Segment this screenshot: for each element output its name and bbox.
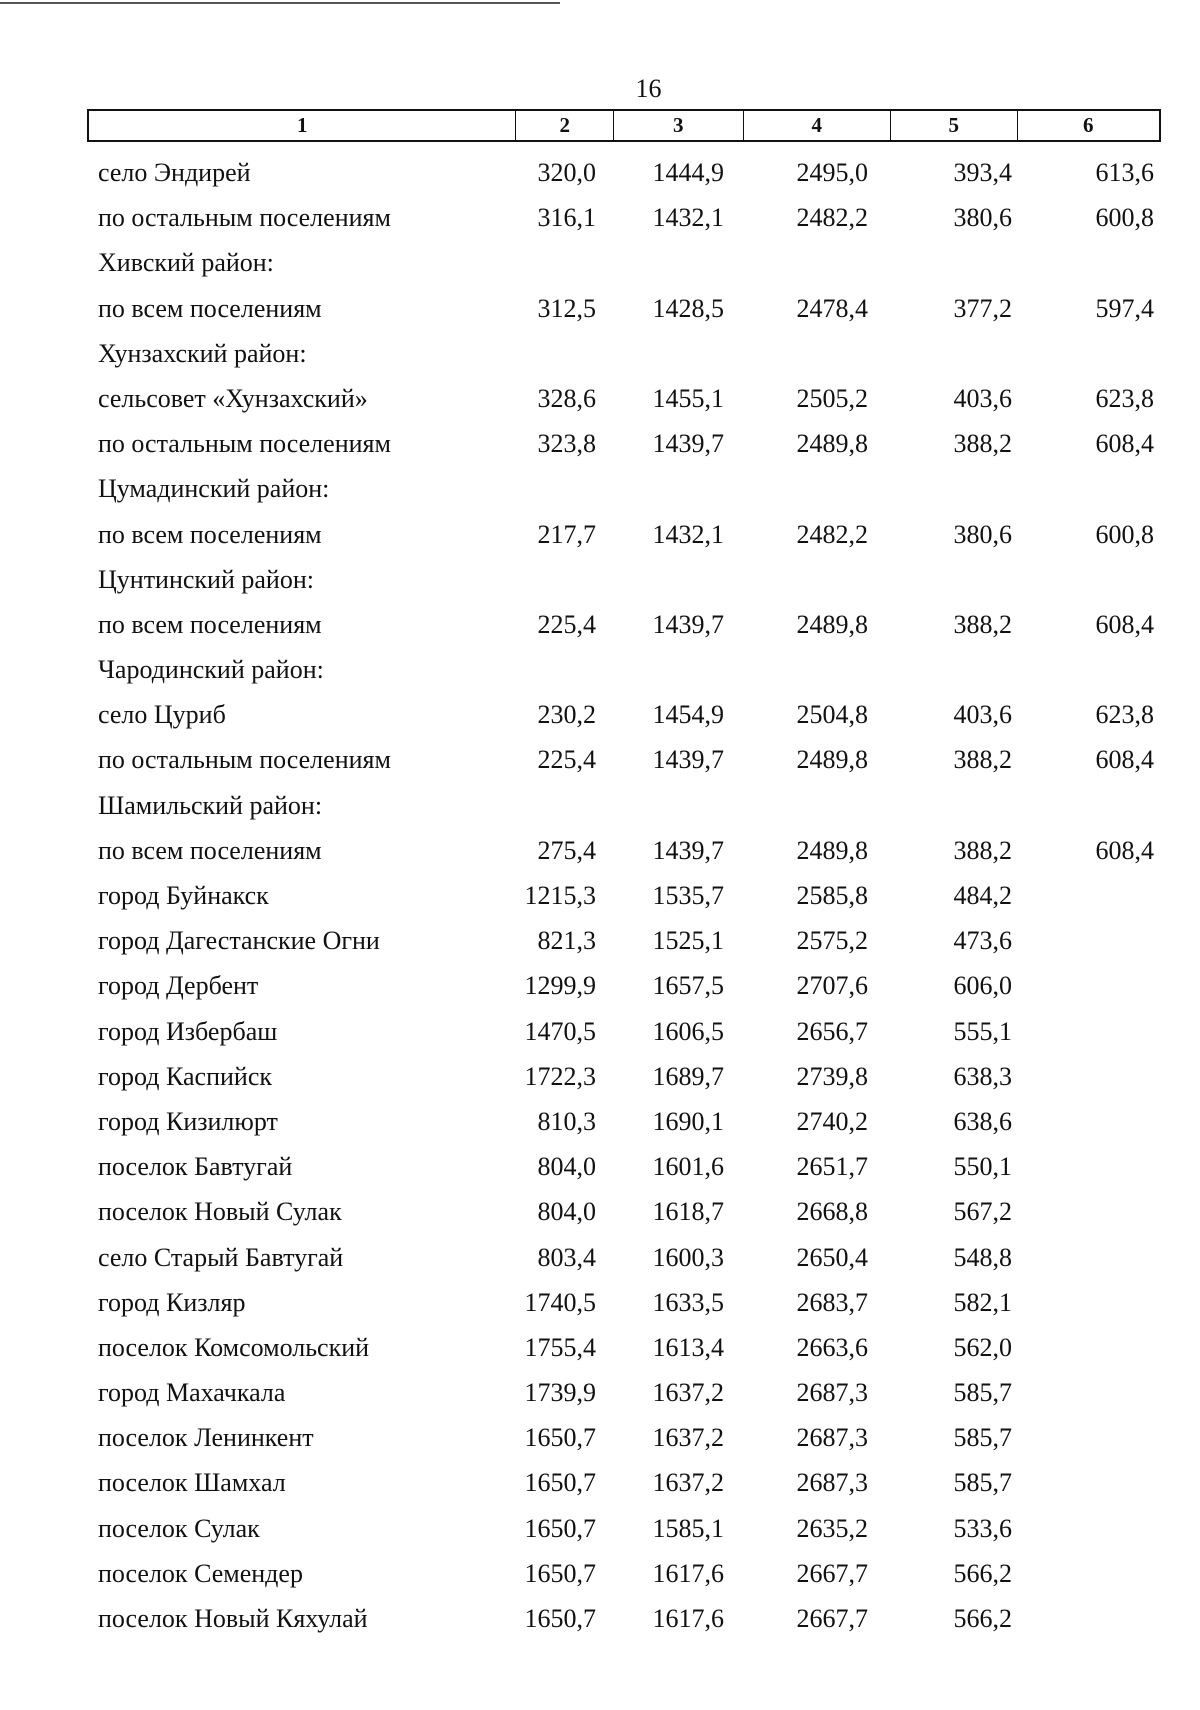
value-col-5: 403,6 — [953, 700, 1012, 730]
value-col-2: 1299,9 — [524, 971, 596, 1001]
value-col-5: 638,6 — [953, 1106, 1012, 1136]
value-col-4: 2707,6 — [796, 971, 868, 1001]
value-col-6: 613,6 — [1095, 158, 1154, 187]
table-row — [0, 785, 1200, 830]
settlement-name: Цунтинский район: — [98, 564, 314, 594]
value-col-5: 562,0 — [953, 1332, 1012, 1362]
settlement-name: по остальным поселениям — [98, 745, 391, 775]
value-col-3: 1637,2 — [652, 1378, 724, 1408]
table-row — [0, 1327, 1200, 1372]
value-col-4: 2739,8 — [796, 1061, 868, 1091]
table-row — [0, 920, 1200, 965]
value-col-5: 380,6 — [953, 519, 1012, 549]
value-col-6: 608,4 — [1095, 835, 1154, 865]
value-col-2: 275,4 — [537, 835, 596, 865]
table-row — [0, 1146, 1200, 1191]
table-row — [0, 197, 1200, 242]
settlement-name: по остальным поселениям — [98, 429, 391, 459]
value-col-4: 2489,8 — [796, 609, 868, 639]
settlement-name: город Кизилюрт — [98, 1106, 278, 1136]
value-col-5: 585,7 — [953, 1468, 1012, 1498]
table-row — [0, 649, 1200, 694]
settlement-name: поселок Ленинкент — [98, 1423, 314, 1453]
value-col-3: 1525,1 — [652, 926, 724, 956]
table-row — [0, 152, 1200, 197]
settlement-name: поселок Комсомольский — [98, 1332, 370, 1362]
table-row — [0, 1191, 1200, 1236]
value-col-2: 316,1 — [537, 203, 596, 233]
value-col-4: 2668,8 — [796, 1197, 868, 1227]
value-col-6: 608,4 — [1095, 745, 1154, 775]
settlement-name: сельсовет «Хунзахский» — [98, 383, 368, 413]
table-row — [0, 739, 1200, 784]
value-col-4: 2489,8 — [796, 835, 868, 865]
value-col-2: 1739,9 — [524, 1378, 596, 1408]
table-row — [0, 514, 1200, 559]
table-row — [0, 965, 1200, 1010]
value-col-2: 225,4 — [537, 745, 596, 775]
value-col-4: 2687,3 — [796, 1468, 868, 1498]
value-col-3: 1617,6 — [652, 1604, 724, 1633]
value-col-4: 2663,6 — [796, 1332, 868, 1362]
table-row — [0, 1282, 1200, 1327]
page-number: 16 — [635, 74, 662, 103]
settlement-name: Хунзахский район: — [98, 338, 307, 368]
value-col-3: 1637,2 — [652, 1468, 724, 1498]
settlement-name: Хивский район: — [98, 248, 274, 278]
table-row — [0, 1553, 1200, 1598]
value-col-2: 804,0 — [537, 1152, 596, 1182]
value-col-4: 2478,4 — [796, 293, 868, 323]
value-col-6: 608,4 — [1095, 609, 1154, 639]
table-row — [0, 1056, 1200, 1101]
settlement-name: город Избербаш — [98, 1016, 278, 1046]
value-col-3: 1600,3 — [652, 1242, 724, 1272]
settlement-name: поселок Сулак — [98, 1513, 260, 1543]
value-col-2: 821,3 — [537, 926, 596, 956]
value-col-2: 1650,7 — [524, 1513, 596, 1543]
settlement-name: по всем поселениям — [98, 519, 322, 549]
value-col-5: 377,2 — [953, 293, 1012, 323]
value-col-5: 555,1 — [953, 1016, 1012, 1046]
value-col-5: 585,7 — [953, 1378, 1012, 1408]
value-col-3: 1432,1 — [652, 203, 724, 233]
settlement-name: поселок Семендер — [98, 1558, 303, 1588]
value-col-5: 388,2 — [953, 609, 1012, 639]
settlement-name: поселок Шамхал — [98, 1468, 286, 1498]
table-row — [0, 1462, 1200, 1507]
value-col-5: 638,3 — [953, 1061, 1012, 1091]
value-col-3: 1613,4 — [652, 1332, 724, 1362]
value-col-3: 1633,5 — [652, 1287, 724, 1317]
value-col-3: 1432,1 — [652, 519, 724, 549]
value-col-3: 1689,7 — [652, 1061, 724, 1091]
table-row — [0, 604, 1200, 649]
value-col-5: 388,2 — [953, 745, 1012, 775]
settlement-name: поселок Бавтугай — [98, 1152, 293, 1182]
column-header-3: 3 — [614, 111, 744, 140]
value-col-6: 608,4 — [1095, 429, 1154, 459]
settlement-name: Цумадинский район: — [98, 474, 330, 504]
value-col-4: 2482,2 — [796, 519, 868, 549]
value-col-3: 1428,5 — [652, 293, 724, 323]
value-col-2: 1650,7 — [524, 1423, 596, 1453]
value-col-3: 1444,9 — [652, 158, 724, 187]
value-col-2: 1470,5 — [524, 1016, 596, 1046]
value-col-4: 2489,8 — [796, 429, 868, 459]
table-row — [0, 1372, 1200, 1417]
settlement-name: город Махачкала — [98, 1378, 286, 1408]
value-col-2: 217,7 — [537, 519, 596, 549]
value-col-3: 1439,7 — [652, 609, 724, 639]
value-col-2: 328,6 — [537, 383, 596, 413]
value-col-4: 2651,7 — [796, 1152, 868, 1182]
value-col-2: 1740,5 — [524, 1287, 596, 1317]
value-col-2: 225,4 — [537, 609, 596, 639]
value-col-2: 810,3 — [537, 1106, 596, 1136]
value-col-2: 320,0 — [537, 158, 596, 187]
settlement-name: по остальным поселениям — [98, 203, 391, 233]
table-row — [0, 1011, 1200, 1056]
table-row — [0, 1598, 1200, 1643]
value-col-3: 1601,6 — [652, 1152, 724, 1182]
column-header-table — [87, 109, 1161, 142]
table-row — [0, 1508, 1200, 1553]
value-col-2: 230,2 — [537, 700, 596, 730]
value-col-4: 2635,2 — [796, 1513, 868, 1543]
settlement-name: город Дагестанские Огни — [98, 926, 380, 956]
table-row — [0, 288, 1200, 333]
column-header-1: 1 — [89, 111, 516, 140]
value-col-4: 2585,8 — [796, 881, 868, 910]
table-row — [0, 1237, 1200, 1282]
value-col-2: 1215,3 — [524, 881, 596, 910]
value-col-3: 1690,1 — [652, 1106, 724, 1136]
value-col-5: 380,6 — [953, 203, 1012, 233]
value-col-5: 582,1 — [953, 1287, 1012, 1317]
value-col-2: 312,5 — [537, 293, 596, 323]
value-col-4: 2656,7 — [796, 1016, 868, 1046]
value-col-2: 1650,7 — [524, 1604, 596, 1633]
value-col-4: 2495,0 — [796, 158, 868, 187]
value-col-6: 600,8 — [1095, 203, 1154, 233]
value-col-4: 2667,7 — [796, 1604, 868, 1633]
settlement-name: город Буйнакск — [98, 881, 269, 910]
value-col-4: 2650,4 — [796, 1242, 868, 1272]
value-col-3: 1439,7 — [652, 429, 724, 459]
value-col-2: 1650,7 — [524, 1468, 596, 1498]
value-col-5: 403,6 — [953, 383, 1012, 413]
value-col-2: 804,0 — [537, 1197, 596, 1227]
value-col-6: 623,8 — [1095, 700, 1154, 730]
value-col-2: 1755,4 — [524, 1332, 596, 1362]
value-col-4: 2505,2 — [796, 383, 868, 413]
value-col-3: 1535,7 — [652, 881, 724, 910]
column-header-5: 5 — [891, 111, 1018, 140]
value-col-5: 585,7 — [953, 1423, 1012, 1453]
table-row — [0, 1101, 1200, 1146]
settlement-name: село Эндирей — [98, 158, 251, 187]
table-row — [0, 875, 1200, 920]
table-row — [0, 559, 1200, 604]
settlement-name: по всем поселениям — [98, 293, 322, 323]
value-col-5: 473,6 — [953, 926, 1012, 956]
value-col-6: 597,4 — [1095, 293, 1154, 323]
value-col-3: 1585,1 — [652, 1513, 724, 1543]
value-col-5: 550,1 — [953, 1152, 1012, 1182]
value-col-4: 2683,7 — [796, 1287, 868, 1317]
value-col-5: 567,2 — [953, 1197, 1012, 1227]
column-header-2: 2 — [516, 111, 614, 140]
value-col-3: 1439,7 — [652, 835, 724, 865]
value-col-2: 1722,3 — [524, 1061, 596, 1091]
settlement-name: по всем поселениям — [98, 835, 322, 865]
value-col-3: 1617,6 — [652, 1558, 724, 1588]
table-row — [0, 423, 1200, 468]
value-col-5: 388,2 — [953, 835, 1012, 865]
column-header-4: 4 — [744, 111, 891, 140]
value-col-4: 2687,3 — [796, 1423, 868, 1453]
value-col-4: 2482,2 — [796, 203, 868, 233]
value-col-5: 566,2 — [953, 1604, 1012, 1633]
settlement-name: по всем поселениям — [98, 609, 322, 639]
value-col-5: 533,6 — [953, 1513, 1012, 1543]
settlement-name: село Старый Бавтугай — [98, 1242, 344, 1272]
table-row — [0, 242, 1200, 287]
table-body — [0, 152, 1200, 1643]
value-col-3: 1439,7 — [652, 745, 724, 775]
value-col-3: 1637,2 — [652, 1423, 724, 1453]
value-col-2: 323,8 — [537, 429, 596, 459]
value-col-4: 2489,8 — [796, 745, 868, 775]
value-col-5: 393,4 — [953, 158, 1012, 187]
value-col-4: 2575,2 — [796, 926, 868, 956]
settlement-name: село Цуриб — [98, 700, 226, 730]
value-col-5: 484,2 — [953, 881, 1012, 910]
value-col-3: 1454,9 — [652, 700, 724, 730]
settlement-name: город Каспийск — [98, 1061, 272, 1091]
settlement-name: поселок Новый Сулак — [98, 1197, 342, 1227]
value-col-3: 1606,5 — [652, 1016, 724, 1046]
table-row — [0, 333, 1200, 378]
value-col-4: 2504,8 — [796, 700, 868, 730]
column-header-6: 6 — [1083, 113, 1094, 137]
scan-edge-line — [0, 2, 560, 4]
settlement-name: город Кизляр — [98, 1287, 246, 1317]
value-col-6: 600,8 — [1095, 519, 1154, 549]
value-col-4: 2667,7 — [796, 1558, 868, 1588]
settlement-name: Чародинский район: — [98, 655, 324, 685]
value-col-2: 803,4 — [537, 1242, 596, 1272]
value-col-5: 388,2 — [953, 429, 1012, 459]
value-col-2: 1650,7 — [524, 1558, 596, 1588]
table-row — [0, 1417, 1200, 1462]
value-col-3: 1657,5 — [652, 971, 724, 1001]
settlement-name: город Дербент — [98, 971, 259, 1001]
settlement-name: Шамильский район: — [98, 790, 323, 820]
value-col-4: 2687,3 — [796, 1378, 868, 1408]
table-row — [0, 830, 1200, 875]
value-col-6: 623,8 — [1095, 383, 1154, 413]
table-row — [0, 378, 1200, 423]
table-row — [0, 468, 1200, 513]
value-col-3: 1618,7 — [652, 1197, 724, 1227]
value-col-3: 1455,1 — [652, 383, 724, 413]
value-col-5: 606,0 — [953, 971, 1012, 1001]
value-col-5: 548,8 — [953, 1242, 1012, 1272]
value-col-5: 566,2 — [953, 1558, 1012, 1588]
settlement-name: поселок Новый Кяхулай — [98, 1604, 368, 1633]
table-row — [0, 694, 1200, 739]
value-col-4: 2740,2 — [796, 1106, 868, 1136]
